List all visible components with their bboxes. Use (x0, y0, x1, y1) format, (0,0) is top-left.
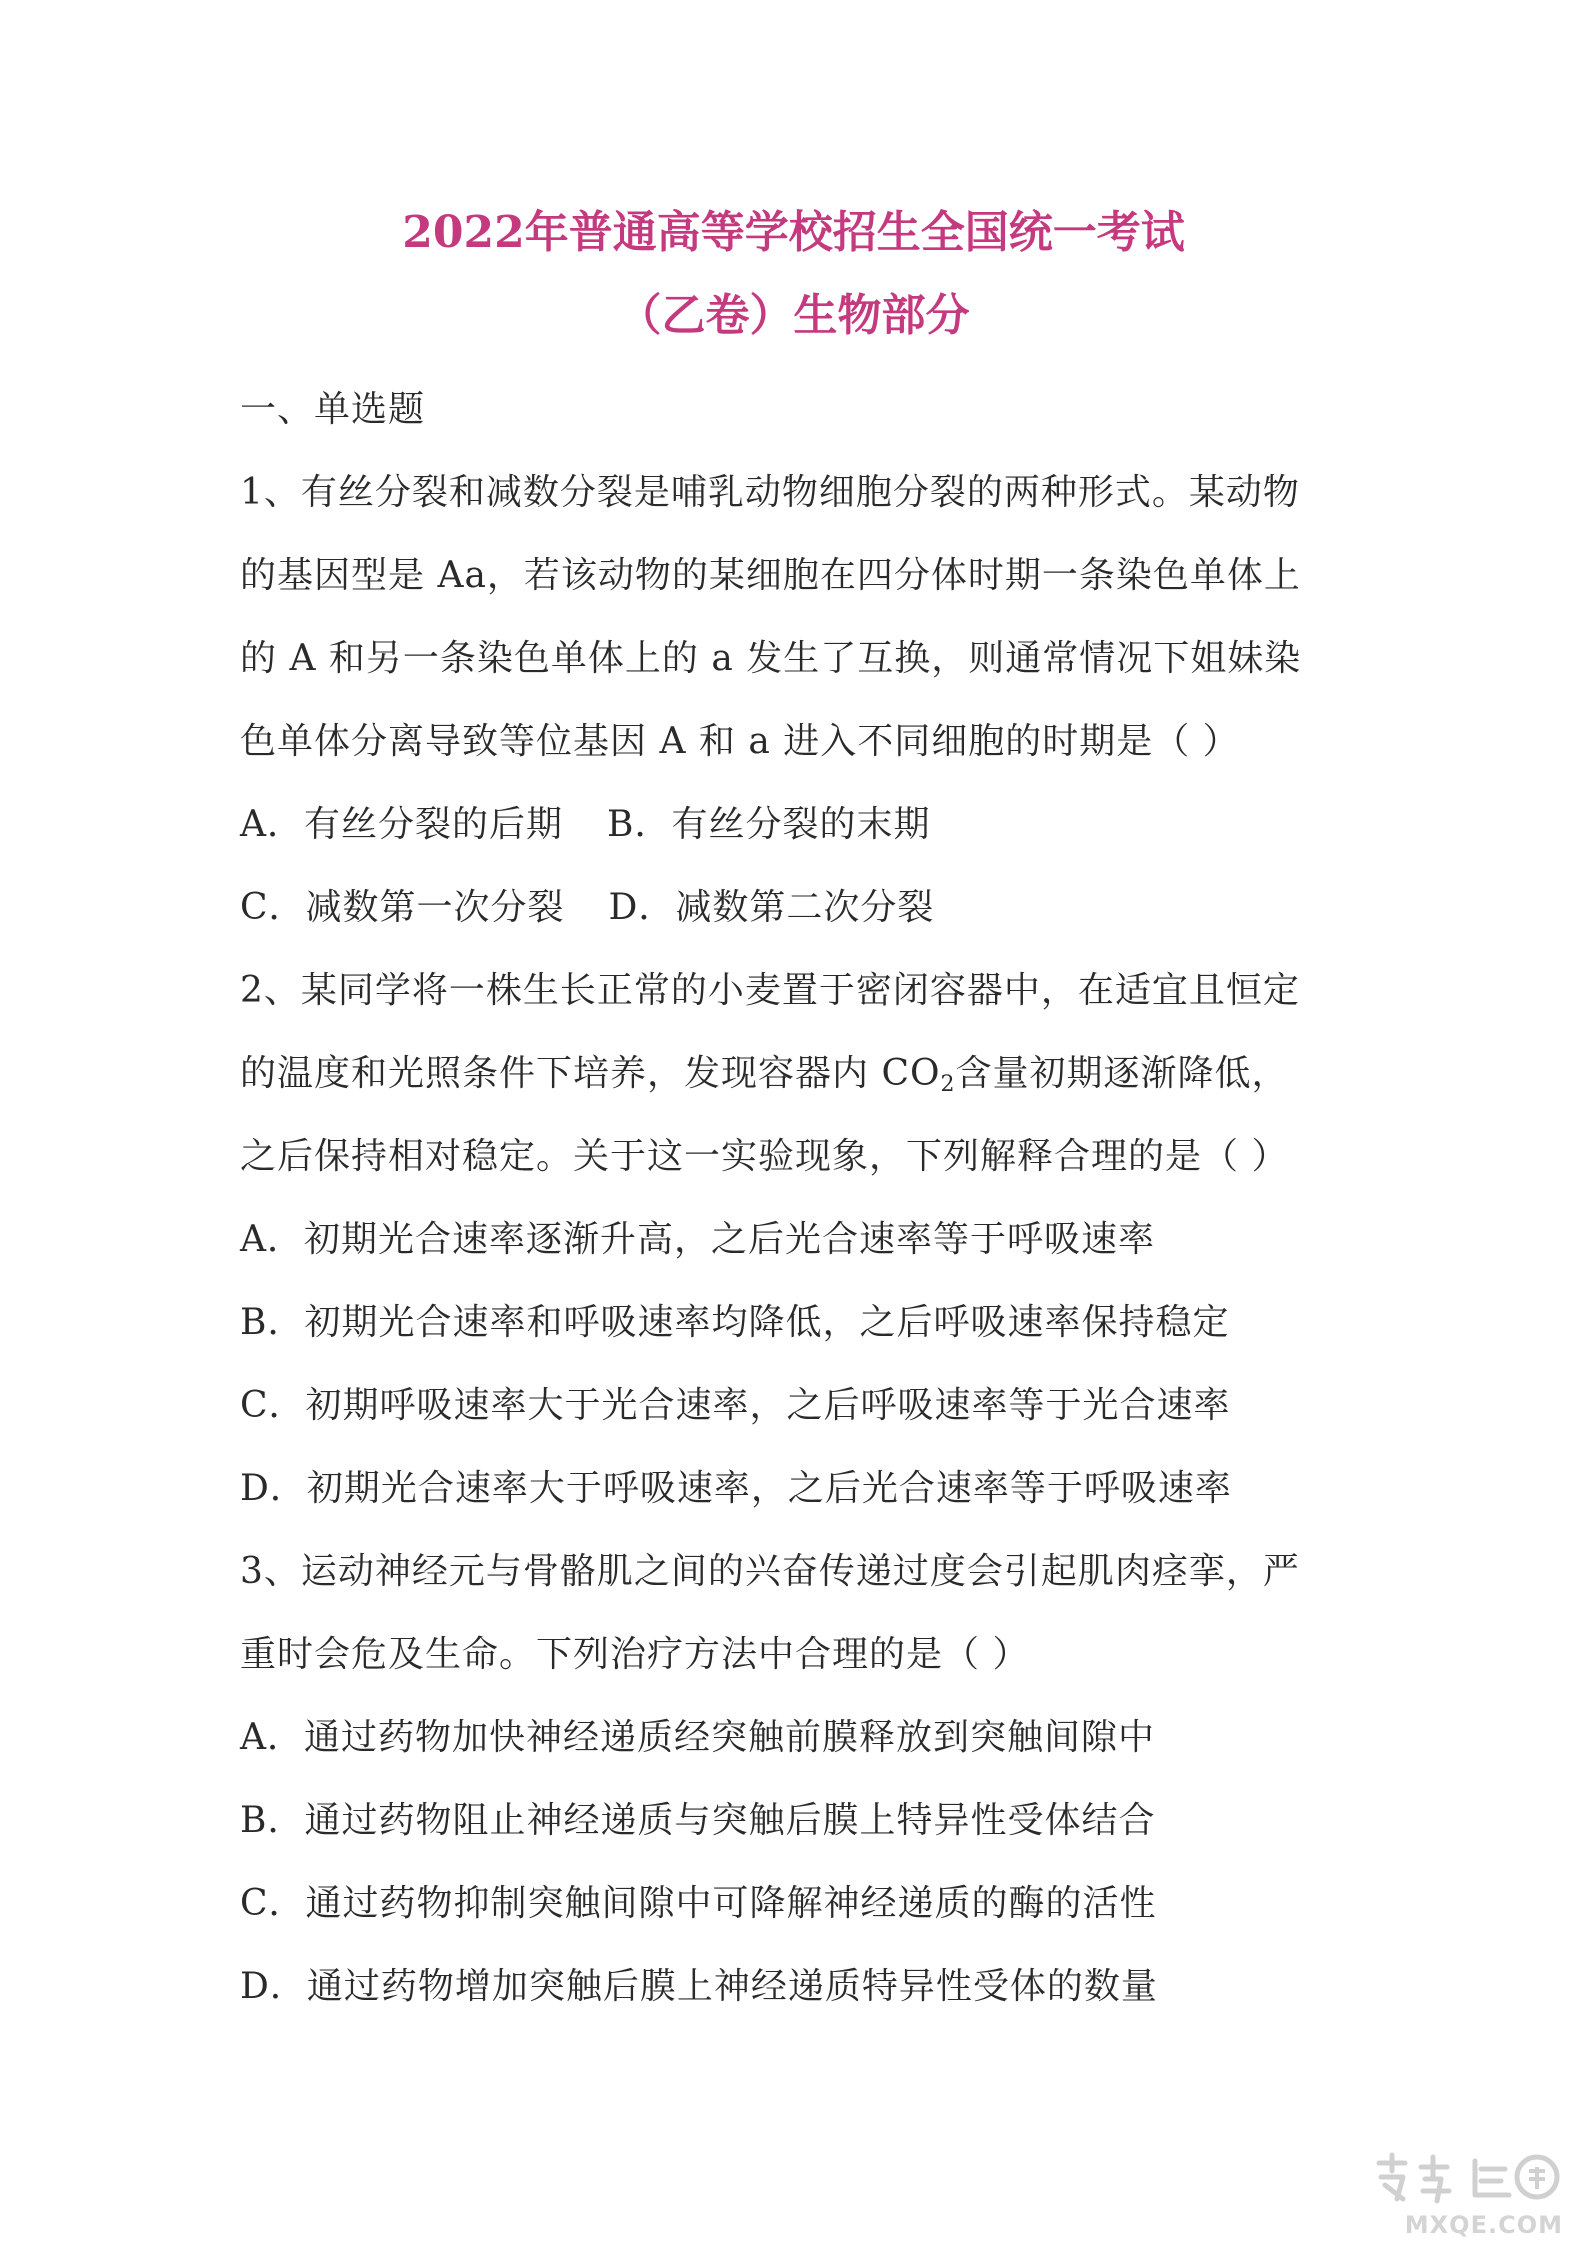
question-1-line-1: 1、有丝分裂和减数分裂是哺乳动物细胞分裂的两种形式。某动物 (240, 472, 1300, 513)
exam-content (240, 368, 1360, 2028)
question-1-options-row-1 (240, 783, 1360, 866)
question-3-option-a[interactable]: A．通过药物加快神经递质经突触前膜释放到突触间隙中 (240, 1717, 1155, 1758)
question-2-option-b[interactable]: B．初期光合速率和呼吸速率均降低，之后呼吸速率保持稳定 (240, 1302, 1230, 1343)
question-2-option-a[interactable]: A．初期光合速率逐渐升高，之后光合速率等于呼吸速率 (240, 1219, 1155, 1260)
question-2-line-1: 2、某同学将一株生长正常的小麦置于密闭容器中，在适宜且恒定 (240, 970, 1300, 1011)
question-1-option-d[interactable]: D．减数第二次分裂 (608, 887, 935, 928)
question-2 (240, 949, 1360, 1530)
question-3-option-c[interactable]: C．通过药物抑制突触间隙中可降解神经递质的酶的活性 (240, 1883, 1157, 1924)
section-heading: 一、单选题 (240, 389, 426, 430)
question-3-option-b[interactable]: B．通过药物阻止神经递质与突触后膜上特异性受体结合 (240, 1800, 1156, 1841)
question-1-line-2: 的基因型是 Aa，若该动物的某细胞在四分体时期一条染色单体上 (240, 555, 1301, 596)
watermark-logo-icon (1371, 2149, 1561, 2207)
question-2-line-2-tail: 含量初期逐渐降低， (955, 1053, 1289, 1094)
question-1-options-row-2 (240, 866, 1360, 949)
question-3 (240, 1530, 1360, 2028)
question-2-line-3: 之后保持相对稳定。关于这一实验现象，下列解释合理的是（ ） (240, 1136, 1289, 1177)
question-1-line-3: 的 A 和另一条染色单体上的 a 发生了互换，则通常情况下姐妹染 (240, 638, 1302, 679)
question-2-option-d[interactable]: D．初期光合速率大于呼吸速率，之后光合速率等于呼吸速率 (240, 1468, 1232, 1509)
watermark (1367, 2149, 1567, 2239)
co2-subscript: 2 (940, 1072, 956, 1097)
question-2-line-2-text: 的温度和光照条件下培养，发现容器内 CO (240, 1053, 941, 1094)
watermark-text: MXQE.COM (1404, 2211, 1563, 2239)
question-1-option-b[interactable]: B．有丝分裂的末期 (607, 804, 931, 845)
question-3-option-d[interactable]: D．通过药物增加突触后膜上神经递质特异性受体的数量 (240, 1966, 1158, 2007)
question-2-line-2 (240, 1032, 1360, 1115)
question-3-line-1: 3、运动神经元与骨骼肌之间的兴奋传递过度会引起肌肉痉挛，严 (240, 1551, 1300, 1592)
question-3-line-2: 重时会危及生命。下列治疗方法中合理的是（ ） (240, 1634, 1030, 1675)
question-2-option-c[interactable]: C．初期呼吸速率大于光合速率，之后呼吸速率等于光合速率 (240, 1385, 1231, 1426)
question-1-line-4: 色单体分离导致等位基因 A 和 a 进入不同细胞的时期是（ ） (240, 721, 1240, 762)
exam-title: 2022年普通高等学校招生全国统一考试 (402, 207, 1185, 258)
question-1-option-a[interactable]: A．有丝分裂的后期 (240, 804, 563, 845)
question-1-option-c[interactable]: C．减数第一次分裂 (240, 887, 565, 928)
exam-subtitle: （乙卷）生物部分 (617, 290, 970, 341)
question-1 (240, 451, 1360, 949)
